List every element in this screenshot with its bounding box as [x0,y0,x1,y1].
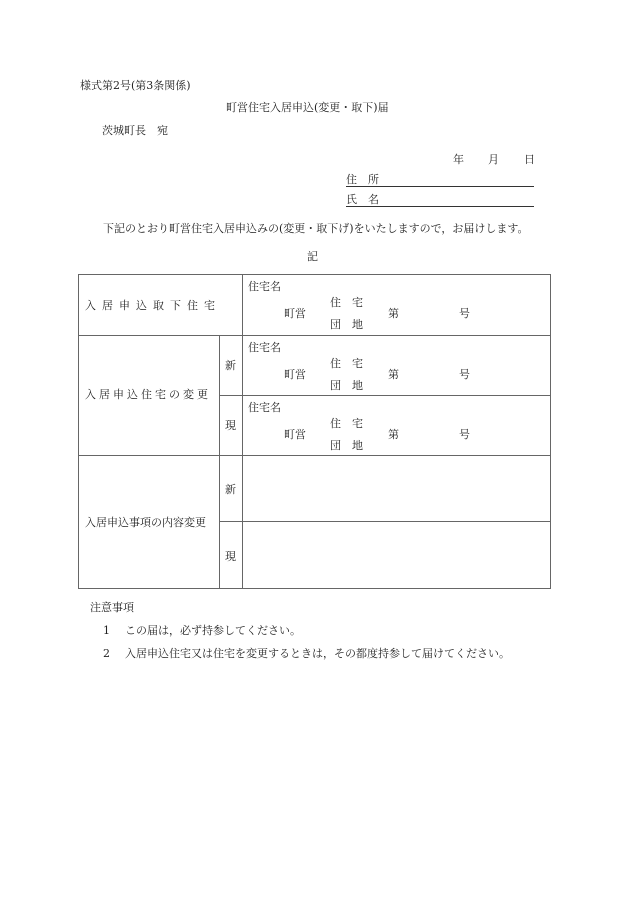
type-danchi-label: 団 地 [330,439,363,452]
current-housing-cell[interactable] [243,396,550,455]
type-housing-label: 住 宅 [330,296,363,309]
date-month-label: 月 [488,153,499,166]
current-content-field[interactable] [243,522,550,588]
note-text: この届は，必ず持参してください。 [125,624,301,637]
addressee: 茨城町長 宛 [102,124,168,137]
type-housing-label: 住 宅 [330,357,363,370]
housing-name-label: 住宅名 [248,341,281,354]
note-text: 入居申込住宅又は住宅を変更するときは，その都度持参して届けてください。 [125,647,510,660]
type-danchi-label: 団 地 [330,318,363,331]
row-label-withdrawal: 入居申込取下住宅 [85,299,221,312]
dai-label: 第 [388,307,399,320]
sub-label-new: 新 [225,483,236,496]
note-number: 2 [103,647,110,660]
notes-heading: 注意事項 [90,601,134,614]
dai-label: 第 [388,428,399,441]
town-label: 町営 [284,368,306,381]
ki-label: 記 [307,250,318,263]
application-table [78,274,551,589]
sub-label-current: 現 [225,550,236,563]
withdrawal-housing-cell[interactable] [243,275,550,335]
housing-name-label: 住宅名 [248,401,281,414]
go-label: 号 [459,368,470,381]
sub-label-current: 現 [225,419,236,432]
sub-label-new: 新 [225,359,236,372]
type-housing-label: 住 宅 [330,417,363,430]
new-content-field[interactable] [243,456,550,521]
address-label: 住 所 [346,173,379,186]
dai-label: 第 [388,368,399,381]
row-label-content-change: 入居申込事項の内容変更 [85,516,206,529]
go-label: 号 [459,307,470,320]
form-number: 様式第2号(第3条関係) [80,79,191,92]
note-item-1 [103,625,301,636]
note-number: 1 [103,624,110,637]
date-year-label: 年 [453,153,464,166]
row-label-housing-change: 入居申込住宅の変更 [85,388,211,401]
town-label: 町営 [284,428,306,441]
page-title: 町営住宅入居申込(変更・取下)届 [226,101,389,114]
housing-name-label: 住宅名 [248,280,281,293]
new-housing-cell[interactable] [243,336,550,395]
note-item-2 [103,648,510,659]
name-label: 氏 名 [346,193,379,206]
date-day-label: 日 [524,153,535,166]
col-divider [219,335,220,588]
town-label: 町営 [284,307,306,320]
type-danchi-label: 団 地 [330,379,363,392]
go-label: 号 [459,428,470,441]
body-text: 下記のとおり町営住宅入居申込みの(変更・取下げ)をいたしますので，お届けします。 [103,222,529,235]
name-field[interactable] [346,194,534,207]
address-field[interactable] [346,174,534,187]
